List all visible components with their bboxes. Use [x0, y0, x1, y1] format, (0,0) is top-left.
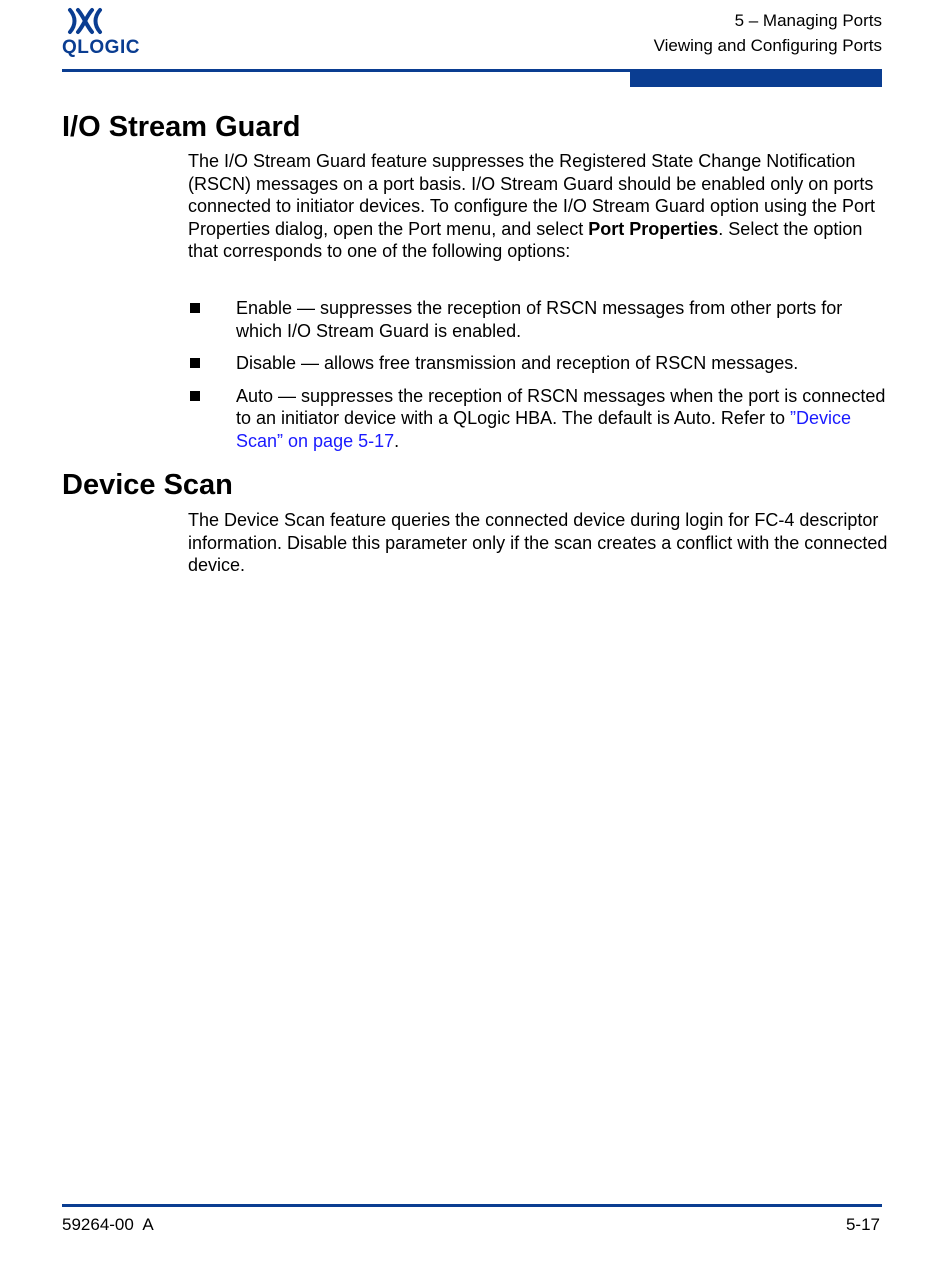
header-accent-bar	[630, 69, 882, 87]
qlogic-logo-icon	[62, 7, 108, 35]
list-item-disable	[188, 352, 888, 375]
list-item-auto	[188, 385, 888, 453]
square-bullet-icon	[190, 358, 200, 368]
square-bullet-icon	[190, 303, 200, 313]
logo-wordmark: QLOGIC	[62, 37, 140, 58]
list-item-text: Auto — suppresses the reception of RSCN messages when the port is connected to an initiator device with a QLogic HBA. The default is Auto. Refer to	[236, 385, 886, 429]
list-item-end: .	[394, 430, 400, 451]
list-item-enable	[188, 297, 888, 342]
footer-rule	[62, 1204, 882, 1207]
device-scan-xref-link[interactable]: ”Device Scan” on page 5-17	[236, 408, 851, 451]
section-title: Viewing and Configuring Ports	[653, 36, 882, 55]
chapter-title: 5 – Managing Ports	[734, 11, 882, 30]
option-list	[188, 297, 888, 463]
doc-number: 59264-00 A	[62, 1215, 154, 1234]
heading-io-stream-guard: I/O Stream Guard	[62, 111, 301, 143]
running-header	[654, 8, 882, 58]
paragraph-text-1: The I/O Stream Guard feature suppresses the Registered State Change Notification (RSCN) messages on a port basis. I/O Stream Guard should be enabled only on ports connected to initiator devices. To configure the I/O Stream Guard option using the Port Properties dialog, open the Port menu, and select	[188, 151, 876, 239]
port-properties-bold: Port Properties	[588, 218, 719, 239]
list-item-text: Enable — suppresses the reception of RSCN messages from other ports for which I/O Stream Guard is enabled.	[236, 298, 843, 341]
io-stream-guard-paragraph	[188, 150, 888, 263]
page-number: 5-17	[845, 1215, 880, 1234]
list-item-text: Disable — allows free transmission and reception of RSCN messages.	[236, 353, 799, 374]
heading-device-scan: Device Scan	[62, 469, 233, 501]
device-scan-paragraph: The Device Scan feature queries the connected device during login for FC-4 descriptor information. Disable this parameter only if the scan creates a conflict with the connected device.	[188, 510, 888, 576]
square-bullet-icon	[190, 391, 200, 401]
qlogic-logo	[62, 7, 152, 61]
paragraph-text-2: . Select the option that corresponds to one of the following options:	[188, 218, 863, 262]
